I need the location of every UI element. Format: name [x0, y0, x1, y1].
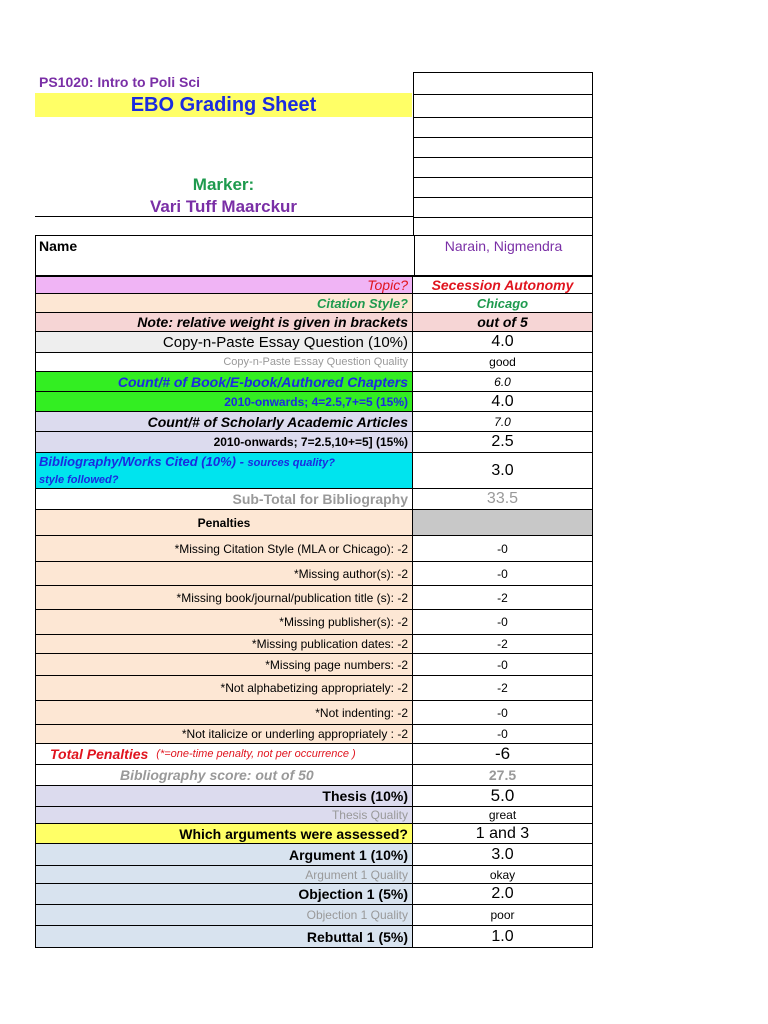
citation-style-row	[35, 293, 593, 312]
argument-label: Argument 1 (10%)	[35, 843, 413, 866]
bibliography-score[interactable]: 3.0	[413, 452, 593, 489]
header-underline	[35, 216, 413, 217]
bibliography-label-main: Bibliography/Works Cited (10%) -	[39, 453, 248, 469]
arguments-assessed-label: Which arguments were assessed?	[35, 823, 413, 844]
penalty-row	[35, 561, 593, 585]
penalty-value[interactable]: -0	[413, 653, 593, 676]
argument-score[interactable]: 3.0	[413, 843, 593, 866]
citation-style-value[interactable]: Chicago	[413, 293, 593, 313]
thesis-row	[35, 785, 593, 806]
thesis-quality-row	[35, 806, 593, 823]
penalty-value[interactable]: -0	[413, 724, 593, 744]
penalty-label: *Missing page numbers: -2	[35, 653, 413, 676]
essay-quality-value[interactable]: good	[413, 352, 593, 372]
bibliography-score-label: Bibliography score: out of 50	[35, 764, 413, 786]
objection-row	[35, 883, 593, 904]
penalties-header-fill	[413, 509, 593, 536]
penalties-header-row	[35, 509, 593, 535]
penalty-row	[35, 675, 593, 700]
penalty-label: *Missing publication dates: -2	[35, 634, 413, 654]
rebuttal-label: Rebuttal 1 (5%)	[35, 925, 413, 948]
marker-name: Vari Tuff Maarckur	[149, 197, 298, 216]
objection-quality-value[interactable]: poor	[413, 904, 593, 926]
essay-question-score[interactable]: 4.0	[413, 331, 593, 353]
total-penalties-title: Total Penalties	[50, 746, 149, 762]
penalty-label: *Missing book/journal/publication title (s): -2	[35, 585, 413, 610]
arguments-assessed-value[interactable]: 1 and 3	[413, 823, 593, 844]
header-cell-divider	[414, 177, 592, 178]
topic-row	[35, 276, 593, 293]
sheet-title: EBO Grading Sheet	[35, 93, 412, 117]
citation-style-label: Citation Style?	[35, 293, 413, 313]
argument-row	[35, 843, 593, 865]
penalty-row	[35, 585, 593, 609]
subtotal-value: 33.5	[413, 488, 593, 510]
bibliography-score-row	[35, 764, 593, 785]
essay-question-row	[35, 331, 593, 352]
essay-quality-label: Copy-n-Paste Essay Question Quality	[35, 352, 413, 372]
penalties-header-label: Penalties	[35, 509, 413, 536]
weight-note-label: Note: relative weight is given in brackets	[35, 312, 413, 332]
thesis-quality-value[interactable]: great	[413, 806, 593, 824]
student-name-block	[35, 235, 593, 276]
penalty-value[interactable]: -2	[413, 585, 593, 610]
article-score-label: 2010-onwards; 7=2.5,10+=5] (15%)	[35, 431, 413, 453]
header-cell-divider	[414, 137, 592, 138]
argument-quality-row	[35, 865, 593, 883]
book-score-row	[35, 391, 593, 411]
total-penalties-value: -6	[413, 743, 593, 765]
penalty-row	[35, 634, 593, 653]
rebuttal-row	[35, 925, 593, 947]
argument-quality-label: Argument 1 Quality	[35, 865, 413, 884]
penalty-value[interactable]: -2	[413, 675, 593, 701]
article-score-row	[35, 431, 593, 452]
course-title: PS1020: Intro to Poli Sci	[39, 74, 201, 90]
penalty-value[interactable]: -0	[413, 535, 593, 562]
book-count-row	[35, 371, 593, 391]
header-cell-divider	[414, 94, 592, 95]
penalty-row	[35, 724, 593, 743]
total-penalties-row	[35, 743, 593, 764]
thesis-label: Thesis (10%)	[35, 785, 413, 807]
penalty-label: *Missing Citation Style (MLA or Chicago): -2	[35, 535, 413, 562]
penalty-row	[35, 535, 593, 561]
penalty-value[interactable]: -0	[413, 561, 593, 586]
penalty-value[interactable]: -0	[413, 700, 593, 725]
arguments-assessed-row	[35, 823, 593, 843]
book-score-value[interactable]: 4.0	[413, 391, 593, 412]
bibliography-label-sub: sources quality?	[247, 456, 335, 469]
book-count-label: Count/# of Book/E-book/Authored Chapters	[35, 371, 413, 392]
marker-label: Marker:	[192, 175, 255, 194]
objection-label: Objection 1 (5%)	[35, 883, 413, 905]
penalty-label: *Not italicize or underling appropriately : -2	[35, 724, 413, 744]
article-count-label: Count/# of Scholarly Academic Articles	[35, 411, 413, 432]
total-penalties-note: (*=one-time penalty, not per occurrence )	[156, 748, 356, 760]
objection-quality-row	[35, 904, 593, 925]
header-value-column	[413, 72, 593, 235]
article-score-value[interactable]: 2.5	[413, 431, 593, 453]
subtotal-label: Sub-Total for Bibliography	[35, 488, 413, 510]
header-cell-divider	[414, 217, 592, 218]
penalty-value[interactable]: -2	[413, 634, 593, 654]
book-score-label: 2010-onwards; 4=2.5,7+=5 (15%)	[35, 391, 413, 412]
topic-label: Topic?	[35, 276, 413, 294]
header-cell-divider	[414, 157, 592, 158]
penalty-row	[35, 653, 593, 675]
penalty-label: *Missing publisher(s): -2	[35, 609, 413, 635]
objection-score[interactable]: 2.0	[413, 883, 593, 905]
rebuttal-score[interactable]: 1.0	[413, 925, 593, 948]
header-cell-divider	[414, 197, 592, 198]
bibliography-label	[35, 452, 413, 489]
bibliography-label-line2: style followed?	[39, 473, 119, 486]
topic-value[interactable]: Secession Autonomy	[413, 276, 593, 294]
article-count-row	[35, 411, 593, 431]
book-count-value[interactable]: 6.0	[413, 371, 593, 392]
student-name[interactable]: Narain, Nigmendra	[414, 236, 592, 275]
penalty-label: *Not indenting: -2	[35, 700, 413, 725]
penalty-row	[35, 700, 593, 724]
essay-question-label: Copy-n-Paste Essay Question (10%)	[35, 331, 413, 353]
weight-note-value: out of 5	[413, 312, 593, 332]
bibliography-row	[35, 452, 593, 488]
subtotal-row	[35, 488, 593, 509]
objection-quality-label: Objection 1 Quality	[35, 904, 413, 926]
header-cell-divider	[414, 117, 592, 118]
essay-quality-row	[35, 352, 593, 371]
thesis-quality-label: Thesis Quality	[35, 806, 413, 824]
article-count-value[interactable]: 7.0	[413, 411, 593, 432]
argument-quality-value[interactable]: okay	[413, 865, 593, 884]
penalty-row	[35, 609, 593, 634]
penalty-label: *Missing author(s): -2	[35, 561, 413, 586]
penalty-value[interactable]: -0	[413, 609, 593, 635]
bibliography-score-value: 27.5	[413, 764, 593, 786]
total-penalties-label	[35, 743, 413, 765]
penalty-label: *Not alphabetizing appropriately: -2	[35, 675, 413, 701]
weight-note-row	[35, 312, 593, 331]
thesis-score[interactable]: 5.0	[413, 785, 593, 807]
name-label: Name	[39, 238, 78, 254]
